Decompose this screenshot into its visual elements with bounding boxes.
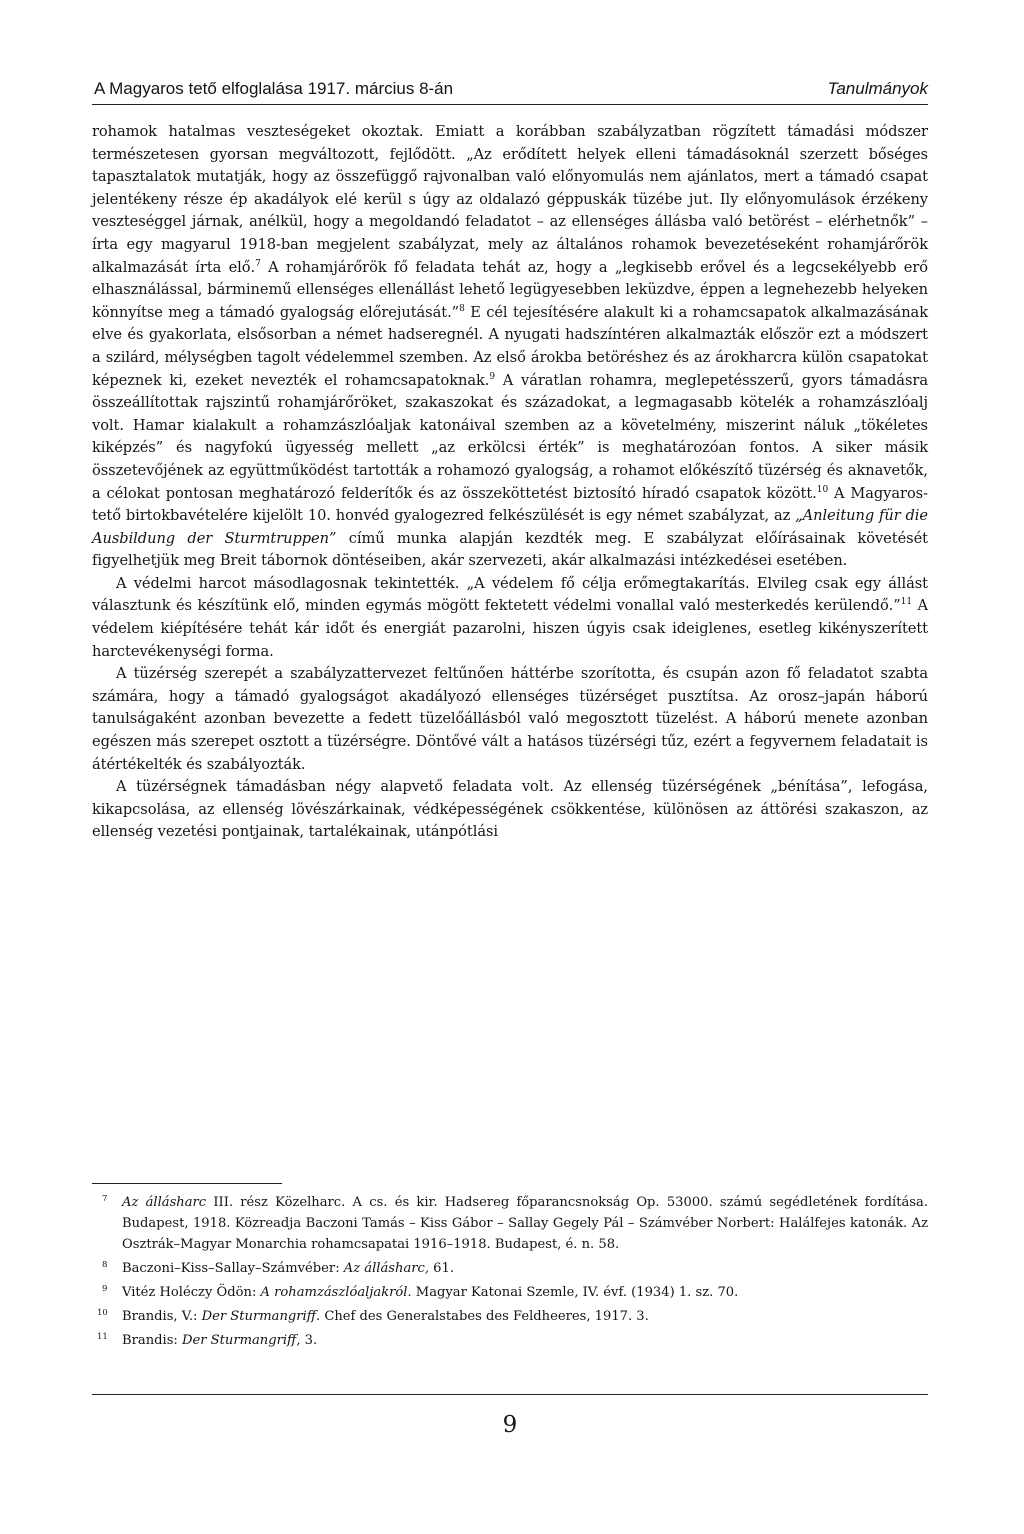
footnote-text: III. rész Közelharc. A cs. és kir. Hadsereg főparancsnokság Op. 53000. számú segédletének fordítása. Budapest, 1918. Közreadja Baczoni Tamás – Kiss Gábor – Sallay Gegely Pál – Számvéber Norbert: Halálfejes katonák. Az Osztrák–Magyar Monarchia rohamcsapatai 1916–1918. Budapest, é. n. 58. [122, 1195, 928, 1252]
paragraph-3: A tüzérség szerepét a szabályzattervezet feltűnően háttérbe szorította, és csupán azon fő feladatot szabta számára, hogy a támadó gyalogságot akadályozó ellenséges tüzérséget pusztítsa. Az orosz–japán háború tanulságaként azonban bevezette a fedett tüzelőállásból való megosztott tüzelést. A háború menete azonban egészen más szerepet osztott a tüzérségre. Döntővé vált a hatásos tüzérségi tűz, ezért a fegyvernem feladatait is átértékelték és szabályozták. [92, 665, 928, 773]
footnote-10 [92, 1306, 928, 1327]
running-head [92, 78, 928, 104]
footnote-text: Vitéz Holéczy Ödön: [122, 1285, 261, 1300]
paragraph-1-text-b: A rohamjárőrök fő feladata tehát az, hogy a „legkisebb erővel és a legcsekélyebb erő elhasználással, bárminemű ellenséges ellenállást lehető legügyesebben leküzdve, éppen a legnehezebb helyeken könnyítse meg a támadó gyalogság előrejutását.” [92, 258, 928, 321]
paragraph-2-text-a: A védelmi harcot másodlagosnak tekintették. „A védelem fő célja erőmegtakarítás. Elvileg csak egy állást választunk és készítünk elő, minden egymás mögött fektetett védelmi vonallal való mesterkedés kerülendő.” [92, 574, 928, 615]
footnote-title: Az állásharc, [343, 1261, 429, 1276]
paragraph-1-text-e: A Magyaros-tető birtokbavételére kijelölt 10. honvéd gyalogezred felkészülését is egy német szabályzat, az [92, 484, 928, 525]
footnote-7 [92, 1192, 928, 1255]
body-text [92, 121, 928, 844]
footnote-ref-11: 11 [900, 597, 913, 608]
footnote-title: Der Sturmangriff, [181, 1333, 301, 1348]
paragraph-1-text-a: rohamok hatalmas veszteségeket okoztak. Emiatt a korábban szabályzatban rögzített támadási módszer természetesen gyorsan megváltozott, fejlődött. „Az erődített helyek elleni támadásoknál szerzett bőséges tapasztalatok mutatják, hogy az összefüggő rajvonalban való előnyomulás nem ajánlatos, mert a támadó csapat jelentékeny része ép akadályok elé kerül s úgy az oldalazó géppuskák tüzébe jut. Ily előnyomulások érzékeny veszteséggel járnak, anélkül, hogy a megoldandó feladatot – az ellenséges állásba való betörést – elérhetnők” – írta egy magyarul 1918-ban megjelent szabályzat, mely az általános rohamok bevezetéseként rohamjárőrök alkalmazását írta elő. [92, 123, 928, 276]
footnote-number: 10 [97, 1308, 108, 1318]
footnote-ref-10: 10 [816, 484, 829, 495]
header-rule [92, 104, 928, 105]
footnote-number: 7 [102, 1194, 108, 1204]
footnote-number: 9 [102, 1284, 108, 1294]
footnote-title: A rohamzászlóaljakról. [260, 1285, 412, 1300]
paragraph-1 [92, 121, 928, 573]
footnote-text: Magyar Katonai Szemle, IV. évf. (1934) 1. sz. 70. [411, 1285, 739, 1300]
footnote-rule [92, 1183, 282, 1184]
footnote-text: 61. [429, 1261, 454, 1276]
footnote-9 [92, 1282, 928, 1303]
paragraph-4: A tüzérségnek támadásban négy alapvető feladata volt. Az ellenség tüzérségének „bénítása”, lefogása, kikapcsolása, az ellenség lövészárkainak, védképességének csökkentése, különösen az áttörési szakaszon, az ellenség vezetési pontjainak, tartalékainak, utánpótlási [92, 778, 928, 841]
paragraph-1-text-c: E cél tejesítésére alakult ki a rohamcsapatok alkalmazásának elve és gyakorlata, elsősorban a német hadseregnél. A nyugati hadszíntéren alkalmazták először ezt a módszert a szilárd, mélységben tagolt védelemmel szemben. Az első árokba betöréshez és az árokharcra külön csapatokat képeznek ki, ezeket nevezték el rohamcsapatoknak. [92, 303, 928, 389]
paragraph-2-text-b: A védelem kiépítésére tehát kár időt és energiát pazarolni, hiszen úgyis csak ideiglenes, esetleg kikényszerített harctevékenységi forma. [92, 597, 929, 660]
footnote-title: Der Sturmangriff. [201, 1309, 321, 1324]
footnote-11 [92, 1330, 928, 1351]
footnote-text: Brandis, V.: [122, 1309, 202, 1324]
cited-work-title: „Anleitung für die Ausbildung der Sturmtruppen” [92, 507, 928, 547]
footnotes [92, 1192, 928, 1354]
paragraph-1-text-f: című munka alapján kezdték meg. E szabályzat előírásainak követését figyelhetjük meg Breit tábornok döntéseiben, akár szervezeti, akár alkalmazási intézkedései esetében. [92, 529, 928, 570]
footnote-number: 8 [102, 1260, 108, 1270]
footnote-text: Chef des Generalstabes des Feldheeres, 1917. 3. [320, 1309, 649, 1324]
page-number: 9 [502, 1412, 518, 1438]
paragraph-1-text-d: A váratlan rohamra, meglepetésszerű, gyors támadásra összeállítottak rajszintű rohamjárőröket, szakaszokat és századokat, a legmagasabb kötelék a rohamzászlóalj volt. Hamar kialakult a rohamzászlóaljak katonáival szemben az a követelmény, miszerint náluk „tökéletes kiképzés” és nagyfokú ügyesség mellett „az erkölcsi érték” is meghatározóan fontos. A siker másik összetevőjének az együttműködést tartották a rohamozó gyalogság, a rohamot előkészítő tüzérség és aknavetők, a célokat pontosan meghatározó felderítők és az összeköttetést biztosító híradó csapatok között. [92, 371, 928, 502]
paragraph-2 [92, 573, 928, 663]
footnote-text: Baczoni–Kiss–Sallay–Számvéber: [122, 1261, 344, 1276]
running-head-section: Tanulmányok [827, 79, 928, 98]
footnote-ref-8: 8 [459, 303, 465, 314]
footnote-text: 3. [300, 1333, 318, 1348]
footnote-number: 11 [97, 1332, 108, 1342]
running-head-title: A Magyaros tető elfoglalása 1917. március 8-án [94, 79, 454, 98]
footnote-title: Az állásharc [122, 1195, 207, 1210]
page [92, 0, 928, 1534]
page-bottom-rule [92, 1394, 928, 1395]
footnote-8 [92, 1258, 928, 1279]
footnote-ref-9: 9 [489, 371, 496, 382]
footnote-ref-7: 7 [255, 258, 261, 269]
footnote-text: Brandis: [122, 1333, 182, 1348]
